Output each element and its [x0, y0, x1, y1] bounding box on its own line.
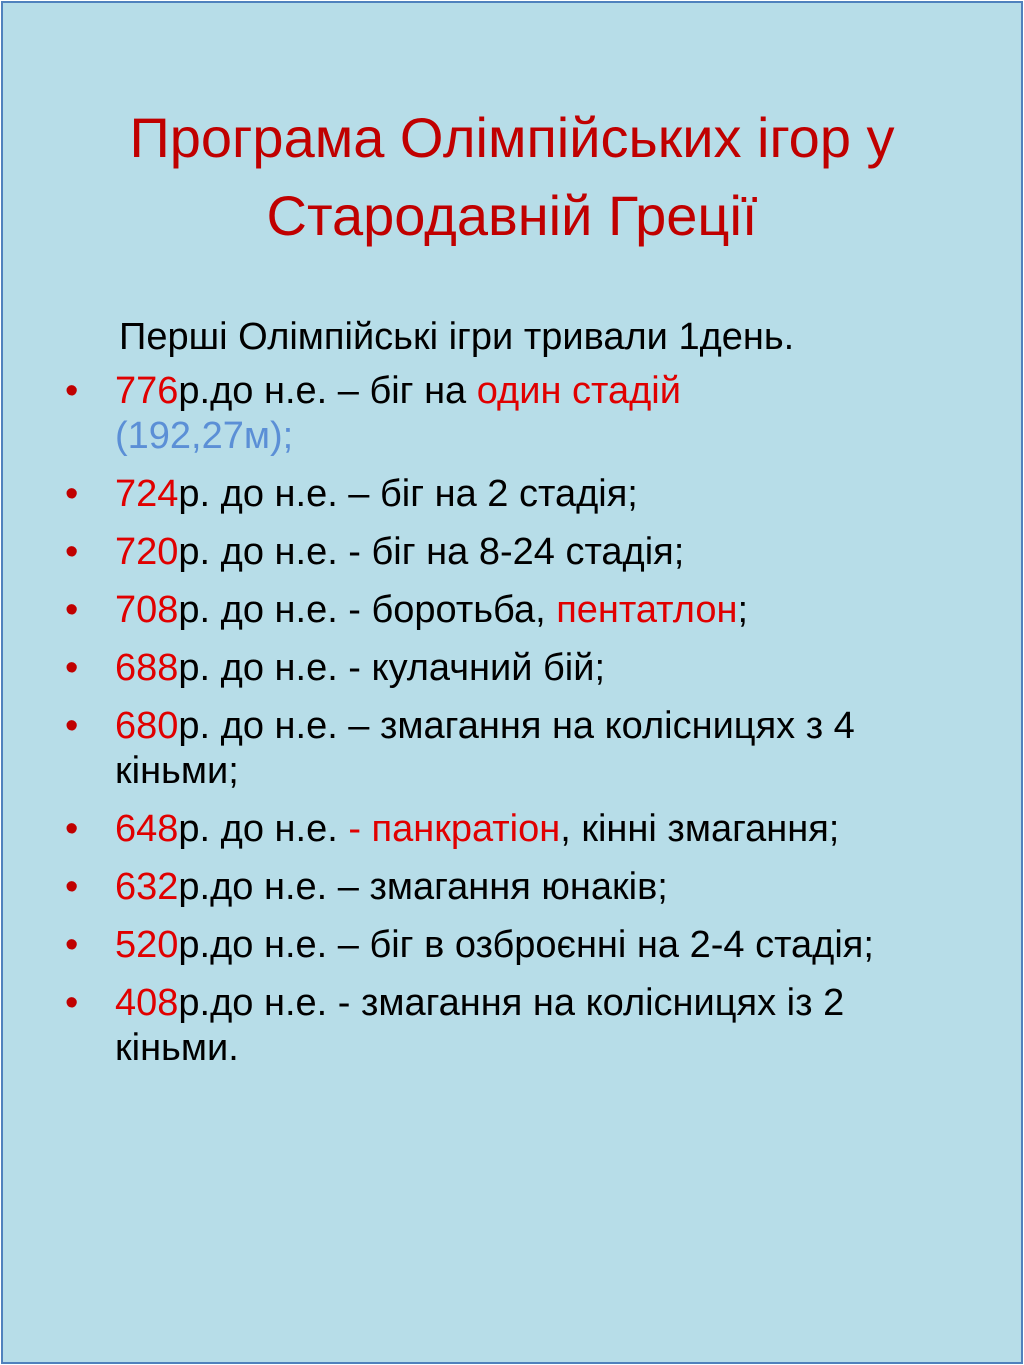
list-item [3, 646, 1021, 691]
list-item [3, 865, 1021, 910]
slide-content [3, 315, 1021, 1084]
list-item [3, 704, 1021, 794]
list-item [3, 981, 1021, 1071]
item-text: р. до н.е. – біг на 2 стадія; [178, 473, 638, 515]
year: 708 [115, 589, 179, 631]
year: 724 [115, 473, 179, 515]
item-text: р.до н.е. – змагання юнаків; [178, 866, 668, 908]
bullet-icon: • [65, 705, 79, 747]
year: 648 [115, 808, 179, 850]
list-item [3, 923, 1021, 968]
bullet-icon: • [65, 924, 79, 966]
bullet-icon: • [65, 866, 79, 908]
item-text: р. до н.е. - біг на 8-24 стадія; [178, 531, 685, 573]
bullet-icon: • [65, 808, 79, 850]
year: 776 [115, 370, 179, 412]
list-item [3, 807, 1021, 852]
item-text: р.до н.е. – біг в озброєнні на 2-4 стадія; [178, 924, 874, 966]
intro-text: Перші Олімпійські ігри тривали 1день. [119, 316, 795, 358]
item-text: р. до н.е. - кулачний бій; [178, 647, 605, 689]
item-text: р.до н.е. – біг на [178, 370, 477, 412]
bullet-icon: • [65, 370, 79, 412]
item-text: р. до н.е. - боротьба, [178, 589, 557, 631]
slide [1, 1, 1023, 1364]
bullet-icon: • [65, 647, 79, 689]
distance-note: (192,27м); [115, 415, 294, 457]
year: 680 [115, 705, 179, 747]
bullet-icon: • [65, 473, 79, 515]
year: 688 [115, 647, 179, 689]
event-list [3, 369, 1021, 1071]
item-text-end: ; [737, 589, 749, 631]
year: 408 [115, 982, 179, 1024]
slide-title: Програма Олімпійських ігор у Стародавній Греції [129, 106, 895, 247]
highlight-text: один стадій [476, 370, 681, 412]
list-item [3, 369, 1021, 459]
year: 520 [115, 924, 179, 966]
highlight-text: пентатлон [556, 589, 738, 631]
item-text-end: , кінні змагання; [560, 808, 840, 850]
bullet-icon: • [65, 589, 79, 631]
item-text: р. до н.е. [178, 808, 349, 850]
list-item [3, 530, 1021, 575]
year: 720 [115, 531, 179, 573]
bullet-icon: • [65, 982, 79, 1024]
year: 632 [115, 866, 179, 908]
bullet-icon: • [65, 531, 79, 573]
list-item [3, 472, 1021, 517]
item-text: р.до н.е. - змагання на колісницях із 2 кіньми. [115, 982, 845, 1069]
item-text: р. до н.е. – змагання на колісницях з 4 кіньми; [115, 705, 855, 792]
list-item [3, 588, 1021, 633]
highlight-text: - панкратіон [348, 808, 561, 850]
